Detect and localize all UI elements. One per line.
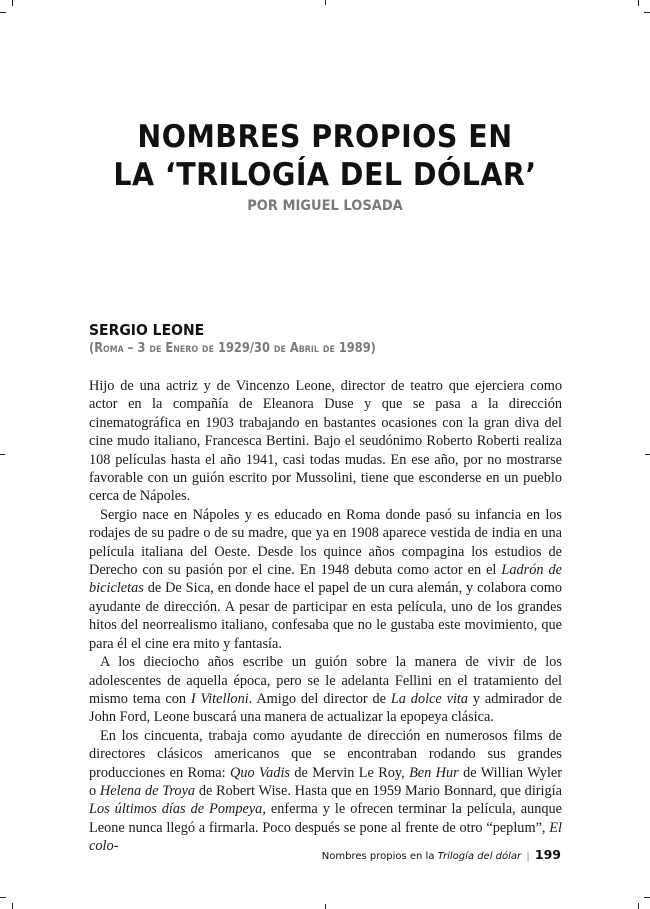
running-head-prefix: Nombres propios en la (321, 851, 438, 862)
crop-mark-top-right-v (638, 0, 639, 6)
text-run: de Willian Wyler o (89, 764, 563, 799)
footer-separator: | (526, 851, 530, 862)
text-run: En los cincuenta, trabaja como ayudante de dirección en numerosos films de directores clásicos americanos que se encontraban rodando sus grandes producciones en Roma: (89, 727, 562, 781)
italic-title: Ben Hur (409, 764, 459, 781)
body-paragraph (89, 727, 562, 856)
italic-title: I Vitelloni (190, 690, 249, 707)
crop-mark-bottom-right-h (644, 897, 650, 898)
text-run: . Amigo del director de (248, 690, 391, 707)
person-name: SERGIO LEONE (89, 321, 205, 339)
italic-title: Los últimos días de Pompeya (89, 801, 263, 818)
crop-mark-bottom-left-h (0, 897, 6, 898)
body-paragraph (89, 506, 562, 653)
text-run: Sergio nace en Nápoles y es educado en Roma donde pasó su infancia en los rodajes de su padre o de su madre, que ya en 1908 aparece vestida de india en una película italiana del Oeste. Desde los quince años compagina los estudios de Derecho con su pasión por el cine. En 1948 debuta como actor en el (89, 506, 562, 579)
article-title-line-2: LA ‘TRILOGÍA DEL DÓLAR’ (113, 157, 537, 193)
person-dates: (Roma – 3 de Enero de 1929/30 de Abril de 1989) (89, 341, 376, 356)
text-run: de De Sica, en donde hace el papel de un cura alemán, y colabora como ayudante de dirección. A pesar de participar en esta película, uno de los grandes hitos del neorrealismo italiano, confesaba que no le gustaba este movimiento, que para él el cine era mito y fantasía. (89, 580, 562, 652)
text-run: A los dieciocho años escribe un guión sobre la manera de vivir de los adolescentes de aquella época, pero se le adelanta Fellini en el tratamiento del mismo tema con (89, 654, 562, 707)
section-heading (89, 320, 569, 358)
crop-mark-top-left-v (12, 0, 13, 6)
crop-mark-mid-right (645, 454, 650, 455)
text-run: Hijo de una actriz y de Vincenzo Leone, director de teatro que ejerciera como actor en la compañía de Eleanora Duse y que se pasa a la dirección cinematográfica en 1903 trabajando en bastantes ocasiones con la gran diva del cine mudo italiano, Francesca Bertini. Bajo el seudónimo Roberto Roberti realiza 108 películas hasta el año 1941, casi todas mudas. En ese año, por no mostrarse favorable con un guión escrito por Mussolini, tiene que esconderse en un pueblo cerca de Nápoles. (89, 378, 562, 505)
crop-mark-top-left-h (0, 12, 6, 13)
body-paragraph (89, 653, 562, 727)
italic-title: La dolce vita (390, 690, 469, 707)
italic-title: El colo- (89, 819, 562, 855)
italic-title: Helena de Troya (99, 782, 196, 799)
text-run: , enferma y le ofrecen terminar la película, aunque Leone nunca llegó a firmarla. Poco después se pone al frente de otro “peplum”, (89, 801, 563, 836)
italic-title: Quo Vadis (230, 764, 290, 781)
article-body (89, 377, 562, 856)
page-footer (322, 847, 561, 862)
author-byline: POR MIGUEL LOSADA (247, 198, 403, 214)
text-run: de Robert Wise. Hasta que en 1959 Mario Bonnard, que dirigía (195, 782, 563, 799)
text-run: y admirador de John Ford, Leone buscará una manera de actualizar la epopeya clásica. (89, 690, 562, 726)
page-number: 199 (534, 847, 561, 862)
crop-mark-bottom-center (325, 904, 326, 909)
body-paragraph (89, 377, 562, 506)
crop-mark-bottom-right-v (638, 903, 639, 909)
crop-mark-mid-left (0, 454, 5, 455)
article-title-block (0, 118, 650, 216)
crop-mark-top-center (325, 0, 326, 5)
article-title-line-1: NOMBRES PROPIOS EN (137, 119, 513, 155)
italic-title: Ladrón de bicicletas (89, 562, 562, 597)
crop-mark-top-right-h (644, 12, 650, 13)
crop-mark-bottom-left-v (12, 903, 13, 909)
running-head-italic: Trilogía del dólar (437, 851, 522, 862)
text-run: de Mervin Le Roy, (290, 764, 410, 781)
